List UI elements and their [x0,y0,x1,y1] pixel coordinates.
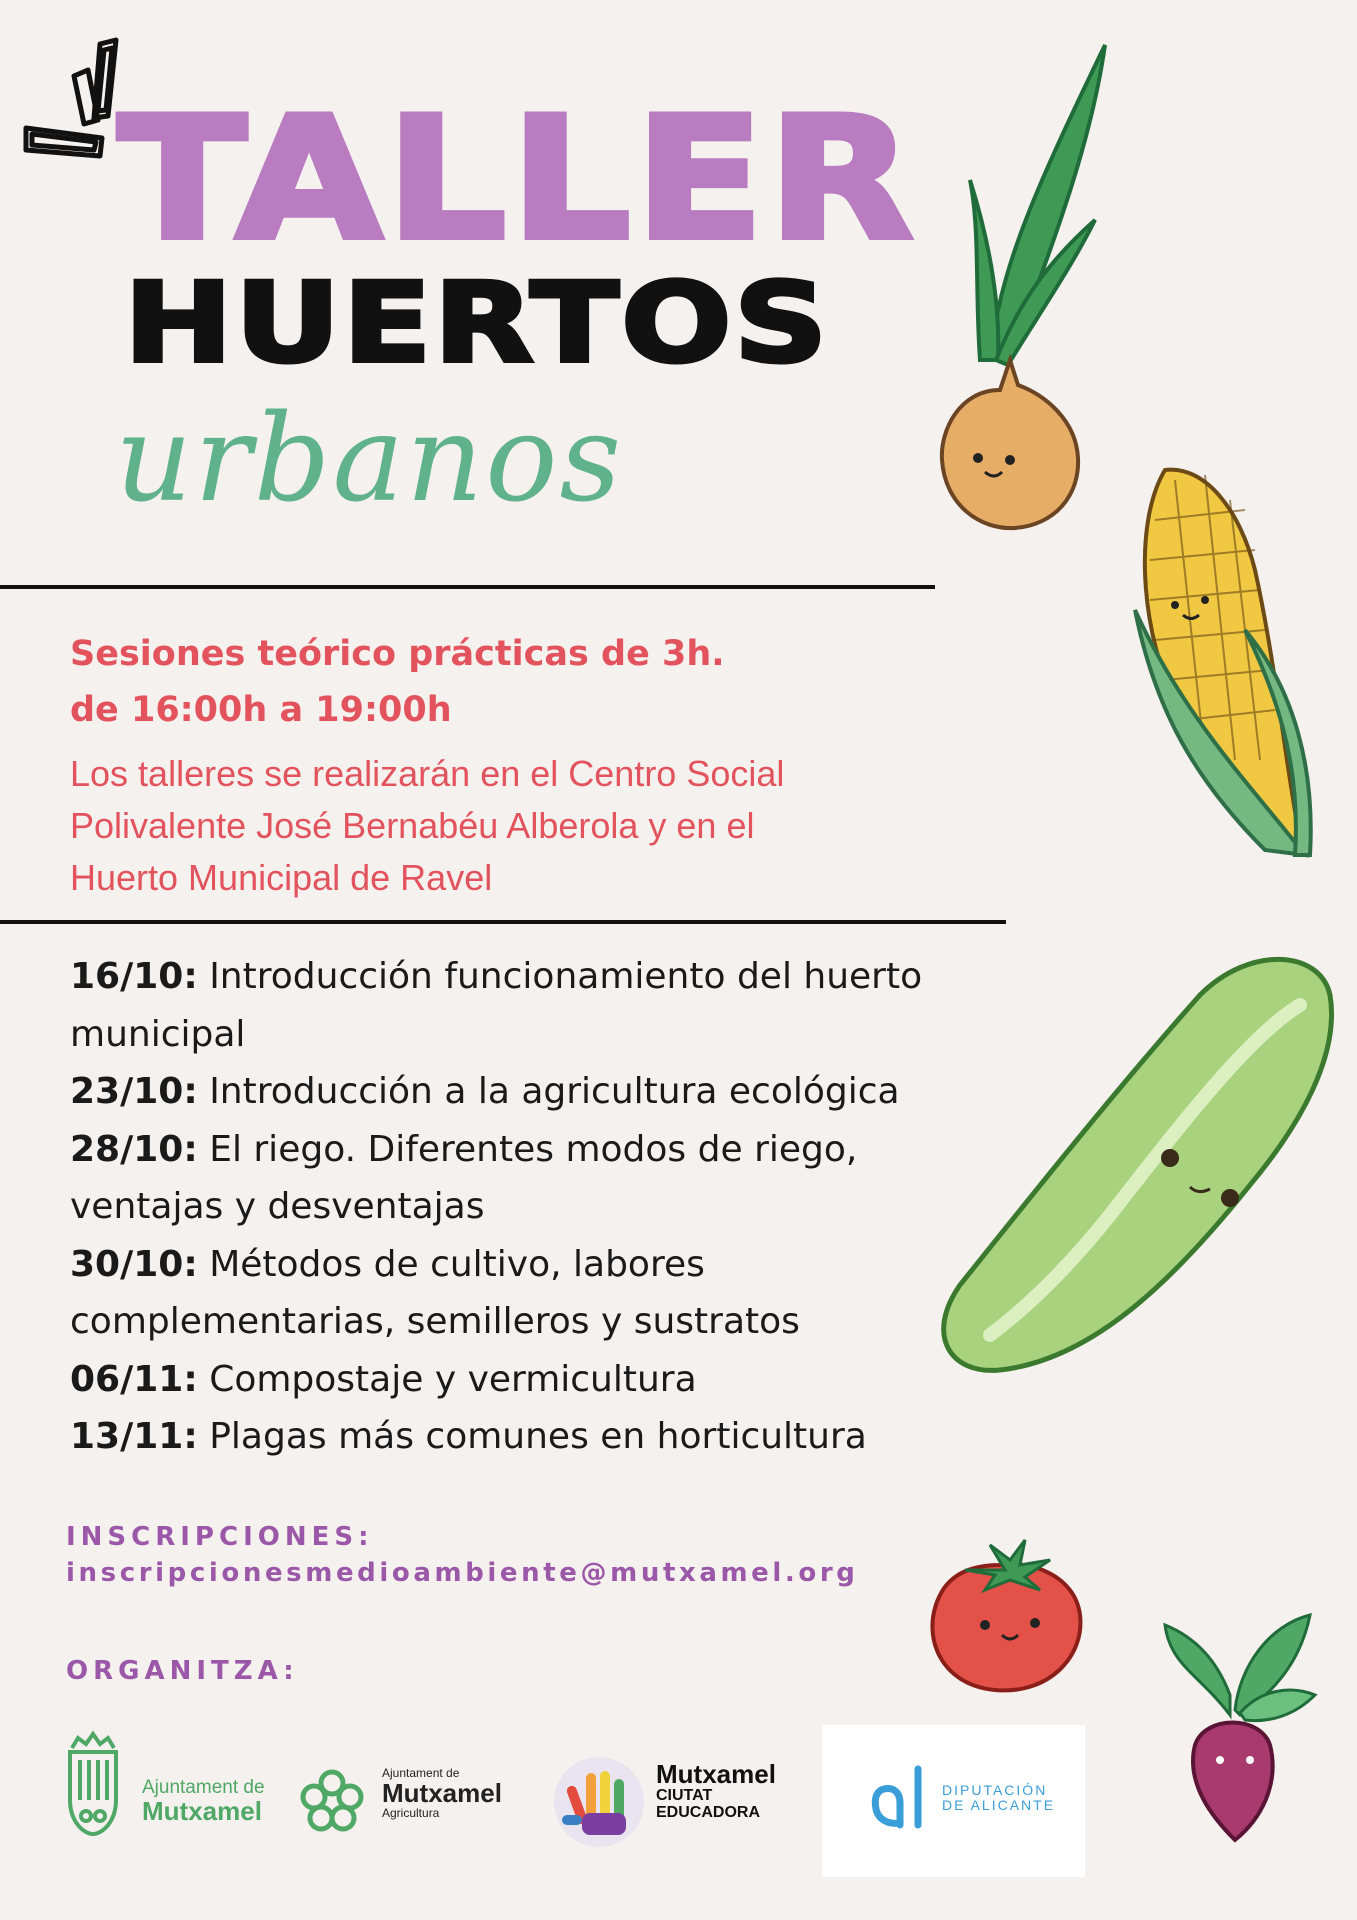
inscriptions-label: INSCRIPCIONES: [66,1522,374,1552]
session-topic: El riego. Diferentes modos de riego, [197,1128,858,1170]
divider-top [0,585,935,589]
inscriptions-email-link[interactable]: inscripcionesmedioambiente@mutxamel.org [66,1558,859,1588]
logo-ajuntament [62,1730,282,1840]
list-item-continuation: municipal [70,1013,246,1055]
list-item [70,948,1020,1006]
list-item [70,1063,1020,1121]
divider-bottom [0,920,1006,924]
session-date: 28/10: [70,1128,198,1170]
title-huertos: HUERTOS [124,259,830,387]
colorful-hand-icon [552,1755,646,1849]
logo-agricultura [300,1765,530,1845]
organizer-label: ORGANITZA: [66,1656,299,1686]
logo-ajuntament-line1: Ajuntament de [142,1777,265,1798]
logo-ciutat-line2: CIUTAT [656,1787,713,1805]
beet-icon [1160,1595,1320,1845]
session-topic: Métodos de cultivo, labores [197,1243,705,1285]
logo-ciutat-line3: EDUCADORA [656,1804,760,1822]
schedule-list [70,948,1020,1466]
session-duration: Sesiones teórico prácticas de 3h. [70,634,725,674]
logo-agricultura-line3: Agricultura [382,1805,440,1820]
flower-icon [300,1769,364,1833]
logo-agricultura-line2: Mutxamel [382,1777,502,1808]
session-topic: Compostaje y vermicultura [197,1358,697,1400]
logo-agricultura-line1: Ajuntament de [382,1766,460,1780]
diputacion-al-icon [870,1763,932,1833]
session-date: 23/10: [70,1071,198,1112]
location-line-2: Polivalente José Bernabéu Alberola y en el [70,805,755,846]
logo-ciutat-line1: Mutxamel [656,1759,776,1789]
list-item-continuation: complementarias, semilleros y sustratos [70,1301,800,1342]
session-topic: Introducción funcionamiento del huerto [197,956,923,997]
session-topic: Introducción a la agricultura ecológica [197,1071,900,1112]
tomato-icon [920,1535,1090,1700]
logo-diputacion [822,1725,1085,1877]
title-urbanos: urbanos [115,390,624,529]
session-topic: Plagas más comunes en horticultura [197,1416,867,1457]
session-info [70,626,970,738]
session-date: 16/10: [70,956,198,997]
corn-icon [1125,460,1350,860]
logo-diputacion-line2: DE ALICANTE [942,1796,1056,1813]
logo-diputacion-line1: DIPUTACIÓN [942,1782,1048,1798]
session-date: 06/11: [70,1358,198,1400]
session-date: 13/11: [70,1416,198,1457]
session-date: 30/10: [70,1243,198,1285]
location-line-1: Los talleres se realizarán en el Centro Social [70,753,785,794]
list-item [70,1408,1020,1466]
coat-of-arms-icon [62,1730,124,1838]
location-info [70,748,970,904]
list-item [70,1351,1020,1409]
list-item [70,1236,1020,1294]
list-item-continuation: ventajas y desventajas [70,1186,485,1227]
list-item [70,1121,1020,1179]
location-line-3: Huerto Municipal de Ravel [70,857,493,898]
session-hours: de 16:00h a 19:00h [70,690,452,730]
title-taller: TALLER [118,81,918,277]
onion-icon [880,30,1140,540]
logo-ciutat-educadora [552,1755,807,1850]
logo-ajuntament-line2: Mutxamel [142,1795,262,1826]
